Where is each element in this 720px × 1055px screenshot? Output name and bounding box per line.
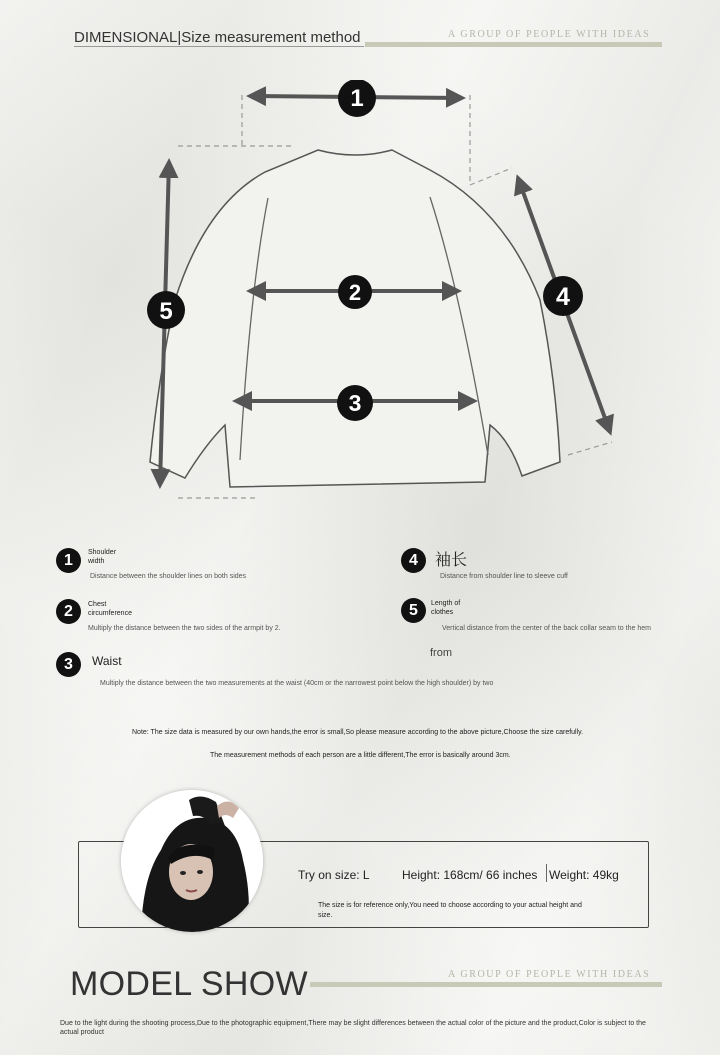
sweater-diagram	[140, 80, 630, 520]
model-show-bar	[310, 982, 662, 987]
legend-desc-5: Vertical distance from the center of the back collar seam to the hem	[442, 625, 651, 632]
diagram-marker-2	[338, 275, 372, 309]
legend-badge-3: 3	[56, 652, 81, 677]
svg-text:2: 2	[348, 280, 362, 305]
model-try-on-size: Try on size: L	[298, 868, 370, 882]
legend-desc-4: Distance from shoulder line to sleeve cuff	[440, 573, 568, 580]
title-underline	[365, 42, 662, 47]
diagram-marker-1	[338, 80, 376, 117]
svg-text:3: 3	[348, 390, 362, 416]
model-height: Height: 168cm/ 66 inches	[402, 868, 538, 882]
legend-label-4: 袖长	[435, 550, 468, 569]
diagram-marker-3	[337, 385, 373, 421]
legend-desc-1: Distance between the shoulder lines on both sides	[90, 573, 247, 580]
legend-from-text: from	[430, 647, 452, 659]
legend-label-5: Length of clothes	[431, 600, 461, 616]
svg-text:5: 5	[159, 298, 173, 325]
diagram-marker-4	[543, 276, 583, 316]
model-weight: Weight: 49kg	[549, 868, 619, 882]
diagram-marker-5	[147, 291, 185, 329]
legend-badge-4: 4	[401, 548, 426, 573]
legend-desc-3: Multiply the distance between the two measurements at the waist (40cm or the narrowest point below the high shoulder) by two	[100, 680, 494, 687]
model-show-title: MODEL SHOW	[70, 965, 308, 1003]
legend-badge-1: 1	[56, 548, 81, 573]
model-disclaimer: The size is for reference only,You need to choose according to your actual height and size.	[318, 902, 582, 919]
model-show-tagline: A GROUP OF PEOPLE WITH IDEAS	[448, 969, 651, 980]
legend-badge-2: 2	[56, 599, 81, 624]
legend-desc-2: Multiply the distance between the two sides of the armpit by 2.	[88, 625, 281, 632]
legend-badge-5: 5	[401, 598, 426, 623]
note-line-1: Note: The size data is measured by our own hands,the error is small,So please measure according to the above picture,Choose the size carefully.	[132, 729, 584, 736]
sweater-outline	[150, 150, 560, 487]
model-divider	[546, 864, 547, 882]
note-line-2: The measurement methods of each person are a little different,The error is basically around 3cm.	[210, 752, 511, 759]
title-rule	[74, 46, 364, 47]
header-tagline: A GROUP OF PEOPLE WITH IDEAS	[448, 29, 651, 40]
model-portrait-image	[121, 790, 263, 932]
svg-text:4: 4	[556, 283, 570, 311]
page-title: DIMENSIONAL|Size measurement method	[74, 29, 361, 46]
legend-label-1: Shoulder width	[88, 549, 117, 565]
svg-text:1: 1	[350, 85, 364, 112]
legend-label-3: Waist	[92, 654, 122, 668]
footer-disclaimer: Due to the light during the shooting process,Due to the photographic equipment,There may be slight differences between the actual color of the picture and the product,Color is subject to the actual product	[60, 1020, 646, 1036]
legend-label-2: Chest circumference	[88, 601, 132, 617]
model-avatar	[121, 790, 263, 932]
